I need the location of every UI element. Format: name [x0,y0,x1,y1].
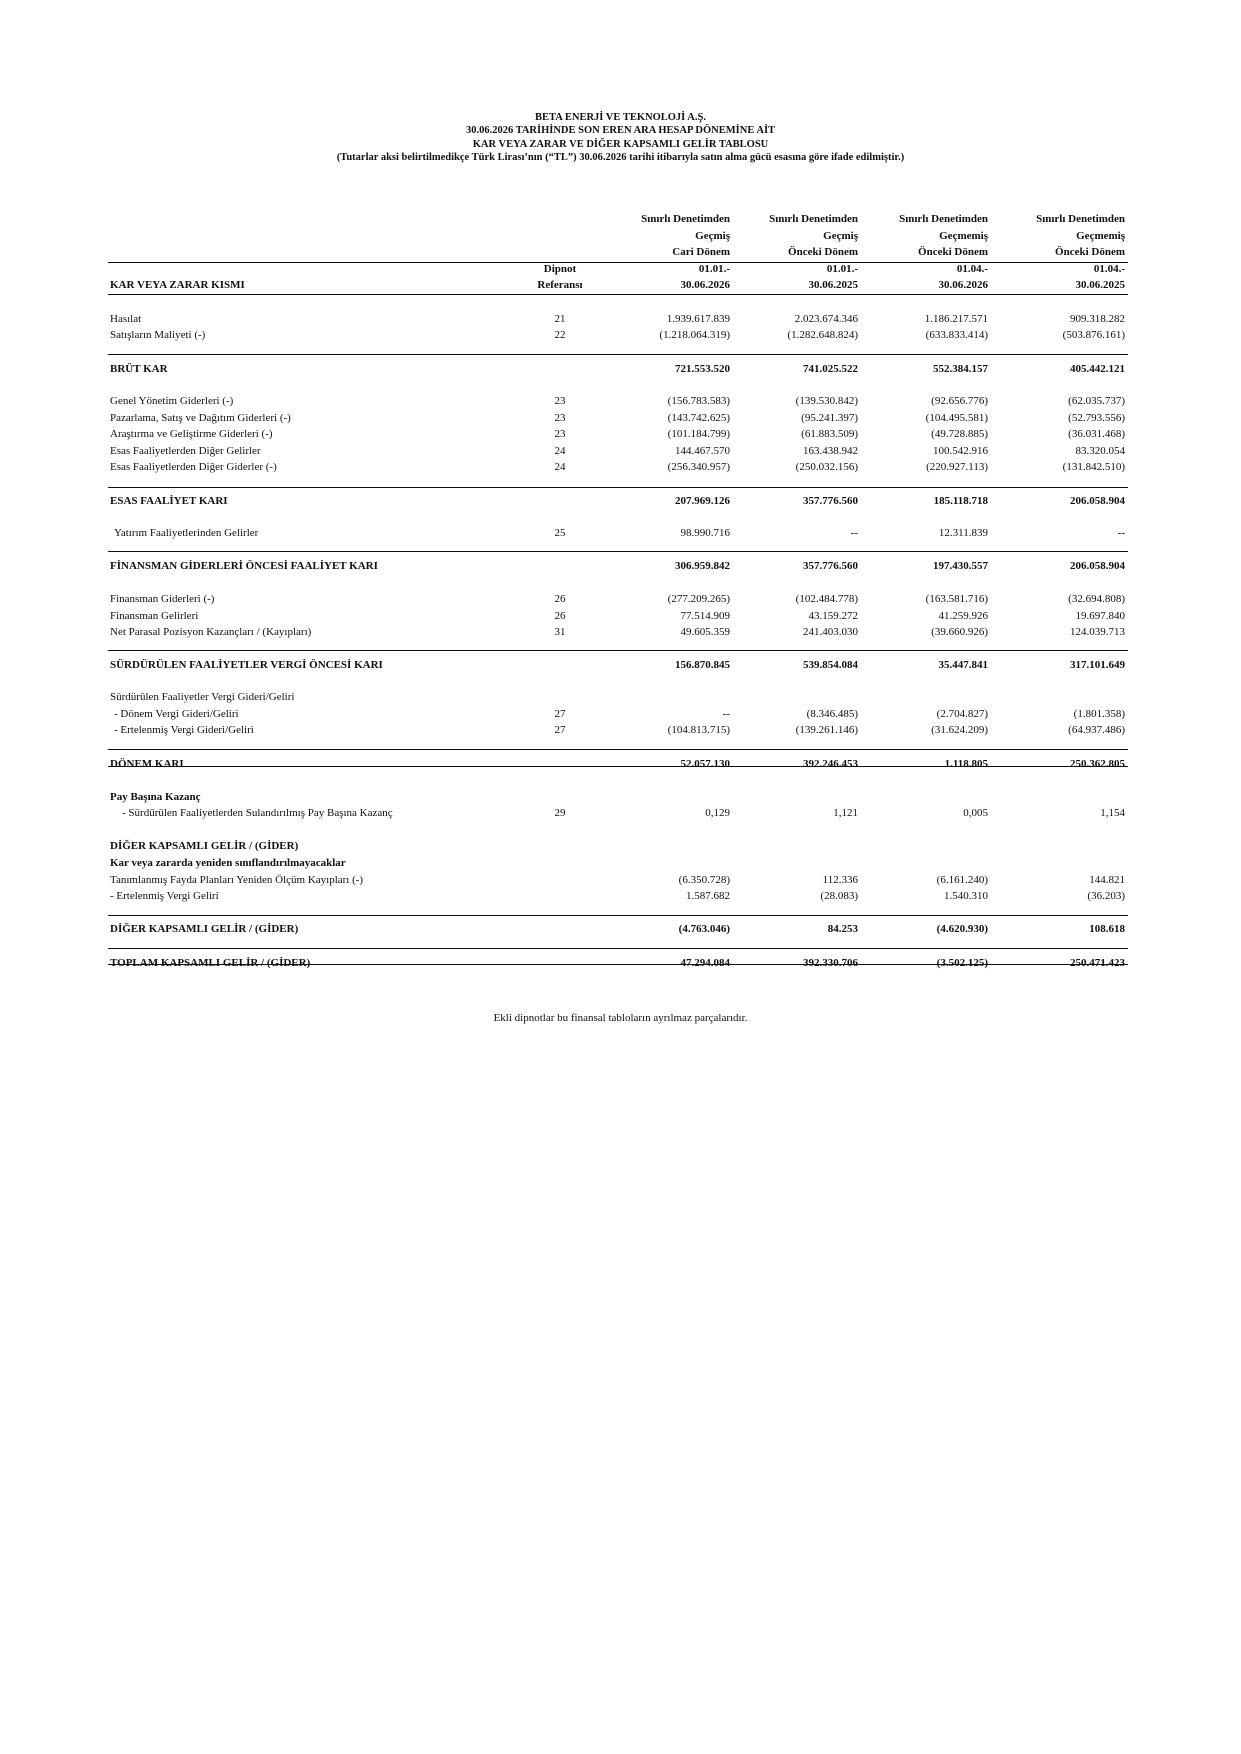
row-value: 0,005 [963,807,988,819]
col3-end: 30.06.2026 [938,279,988,291]
report-title-block [0,111,1241,165]
col2-end: 30.06.2025 [808,279,858,291]
row-value: (64.937.486) [1068,724,1125,736]
row-label: - Sürdürülen Faaliyetlerden Sulandırılmış Pay Başına Kazanç [122,807,393,819]
col2-start: 01.01.- [826,262,858,275]
row-label: DÖNEM KARI [110,758,184,770]
row-value: (220.927.113) [926,461,988,473]
row-label: ESAS FAALİYET KARI [110,495,228,507]
row-value: (36.203) [1087,890,1125,902]
table-row [0,608,1241,624]
row-value: (1.282.648.824) [787,329,858,341]
row-value: 163.438.942 [803,445,858,457]
row-value: 77.514.909 [680,610,730,622]
row-value: 1.939.617.839 [666,313,730,325]
table-row [0,361,1241,377]
row-label: Genel Yönetim Giderleri (-) [110,395,234,407]
row-label: - Dönem Vergi Gideri/Geliri [114,708,239,720]
row-value: (131.842.510) [1062,461,1125,473]
row-value: (6.161.240) [936,874,988,886]
col3-audit: Sınırlı Denetimden [899,213,988,225]
row-value: 306.959.842 [675,560,730,572]
row-value: 206.058.904 [1070,560,1125,572]
row-value: 392.246.453 [803,758,858,770]
row-label: Finansman Gelirleri [110,610,199,622]
table-row [0,410,1241,426]
row-label: Sürdürülen Faaliyetler Vergi Gideri/Geliri [110,691,295,703]
row-label: TOPLAM KAPSAMLI GELİR / (GİDER) [110,957,311,969]
row-value: 144.467.570 [675,445,730,457]
total-underline [108,964,1128,965]
row-value: 241.403.030 [803,626,858,638]
row-value: (61.883.509) [801,428,858,440]
row-value: (250.032.156) [795,461,858,473]
row-value: 47.294.084 [680,957,730,969]
row-value: 185.118.718 [933,495,988,507]
row-note-ref: 23 [554,428,566,440]
row-label: Pay Başına Kazanç [110,791,201,803]
row-value: 100.542.916 [933,445,988,457]
table-row [0,756,1241,772]
table-row [0,689,1241,705]
row-value: (3.502.125) [936,957,988,969]
row-value: 357.776.560 [803,495,858,507]
row-value: (503.876.161) [1062,329,1125,341]
total-rule [108,749,1128,750]
table-row [0,493,1241,509]
col2-period: Önceki Dönem [788,246,858,258]
row-label: Net Parasal Pozisyon Kazançları / (Kayıpları) [110,626,312,638]
row-value: (31.624.209) [931,724,988,736]
total-rule [108,551,1128,552]
total-rule [108,650,1128,651]
row-value: (143.742.625) [667,412,730,424]
row-label: Tanımlanmış Fayda Planları Yeniden Ölçüm Kayıpları (-) [110,874,364,886]
table-row [0,459,1241,475]
row-note-ref: 26 [554,593,566,605]
row-value: 19.697.840 [1075,610,1125,622]
table-row [0,591,1241,607]
col4-start: 01.04.- [1093,262,1125,275]
row-value: (102.484.778) [795,593,858,605]
row-value: (2.704.827) [936,708,988,720]
row-value: 12.311.839 [938,527,988,539]
total-rule [108,915,1128,916]
row-label: SÜRDÜRÜLEN FAALİYETLER VERGİ ÖNCESİ KARI [110,659,383,671]
company-name: BETA ENERJİ VE TEKNOLOJİ A.Ş. [535,112,706,123]
row-value: 112.336 [822,874,858,886]
row-label: DİĞER KAPSAMLI GELİR / (GİDER) [110,840,299,852]
row-value: 1,121 [833,807,858,819]
row-value: (101.184.799) [667,428,730,440]
table-row [0,443,1241,459]
table-row [0,855,1241,871]
row-note-ref: 31 [554,626,566,638]
row-value: 207.969.126 [675,495,730,507]
col1-end: 30.06.2026 [680,279,730,291]
row-value: (62.035.737) [1068,395,1125,407]
row-note-ref: 22 [554,329,566,341]
row-value: 405.442.121 [1070,363,1125,375]
section-label: KAR VEYA ZARAR KISMI [110,279,245,291]
header-bottom-rule [108,294,1128,295]
row-value: (95.241.397) [801,412,858,424]
table-row [0,722,1241,738]
row-value: (32.694.808) [1068,593,1125,605]
row-value: 83.320.054 [1075,445,1125,457]
table-row [0,311,1241,327]
row-note-ref: 26 [554,610,566,622]
row-label: - Ertelenmiş Vergi Gideri/Geliri [114,724,254,736]
table-row [0,789,1241,805]
currency-note: (Tutarlar aksi belirtilmedikçe Türk Lirası’nın (“TL”) 30.06.2026 tarihi itibarıyla satın alma gücü esasına göre ifade edilmiştir.) [336,152,905,164]
row-value: (4.620.930) [936,923,988,935]
row-value: (156.783.583) [667,395,730,407]
row-note-ref: 27 [554,724,566,736]
row-value: (1.801.358) [1073,708,1125,720]
table-row [0,872,1241,888]
total-rule [108,354,1128,355]
period-title: 30.06.2026 TARİHİNDE SON EREN ARA HESAP DÖNEMİNE AİT [465,125,776,137]
row-note-ref: 21 [554,313,566,325]
total-underline [108,766,1128,767]
row-value: (139.261.146) [795,724,858,736]
row-value: (633.833.414) [925,329,988,341]
col1-period: Cari Dönem [672,246,730,258]
row-value: 1.540.310 [944,890,988,902]
row-value: 41.259.926 [938,610,988,622]
row-value: 1.587.682 [686,890,730,902]
table-row [0,657,1241,673]
row-value: 909.318.282 [1070,313,1125,325]
row-value: 741.025.522 [803,363,858,375]
table-row [0,955,1241,971]
row-note-ref: 25 [554,527,566,539]
col3-period: Önceki Dönem [918,246,988,258]
row-value: 392.330.706 [803,957,858,969]
row-value: (1.218.064.319) [659,329,730,341]
row-value: 144.821 [1089,874,1125,886]
row-label: Hasılat [110,313,142,325]
table-row [0,921,1241,937]
row-label: Satışların Maliyeti (-) [110,329,206,341]
table-row [0,525,1241,541]
col2-audit: Sınırlı Denetimden [769,213,858,225]
col4-period: Önceki Dönem [1055,246,1125,258]
table-row [0,426,1241,442]
row-value: 552.384.157 [933,363,988,375]
row-value: 1,154 [1100,807,1125,819]
row-label: Esas Faaliyetlerden Diğer Gelirler [110,445,261,457]
row-value: 197.430.557 [933,560,988,572]
col3-status: Geçmemiş [939,229,988,242]
col1-status: Geçmiş [695,229,730,242]
row-value: -- [850,527,858,539]
row-value: (49.728.885) [931,428,988,440]
row-value: (277.209.265) [667,593,730,605]
ref-header-line2: Referansı [537,279,583,291]
row-value: (39.660.926) [931,626,988,638]
row-value: 721.553.520 [675,363,730,375]
row-value: 1.186.217.571 [924,313,988,325]
row-value: 357.776.560 [803,560,858,572]
row-value: 1.118.805 [944,758,988,770]
row-value: 49.605.359 [680,626,730,638]
row-value: 108.618 [1089,923,1125,935]
row-value: 206.058.904 [1070,495,1125,507]
row-label: Finansman Giderleri (-) [110,593,215,605]
table-row [0,805,1241,821]
row-label: - Ertelenmiş Vergi Geliri [110,890,219,902]
row-value: 98.990.716 [680,527,730,539]
row-note-ref: 23 [554,412,566,424]
col4-audit: Sınırlı Denetimden [1036,213,1125,225]
row-value: 156.870.845 [675,659,730,671]
row-note-ref: 23 [554,395,566,407]
row-value: 52.057.130 [680,758,730,770]
table-row [0,624,1241,640]
row-label: Esas Faaliyetlerden Diğer Giderler (-) [110,461,277,473]
col1-audit: Sınırlı Denetimden [641,213,730,225]
row-note-ref: 24 [554,445,566,457]
row-value: 0,129 [705,807,730,819]
row-value: 43.159.272 [808,610,858,622]
row-value: (4.763.046) [678,923,730,935]
row-value: (163.581.716) [925,593,988,605]
row-label: DİĞER KAPSAMLI GELİR / (GİDER) [110,923,299,935]
row-value: (92.656.776) [931,395,988,407]
statement-title: KAR VEYA ZARAR VE DİĞER KAPSAMLI GELİR TABLOSU [472,138,769,150]
row-value: (6.350.728) [678,874,730,886]
row-value: (104.813.715) [667,724,730,736]
row-note-ref: 24 [554,461,566,473]
row-value: 317.101.649 [1070,659,1125,671]
col4-end: 30.06.2025 [1075,279,1125,291]
row-label: FİNANSMAN GİDERLERİ ÖNCESİ FAALİYET KARI [110,560,378,572]
row-value: 250.471.423 [1070,957,1125,969]
row-value: (52.793.556) [1068,412,1125,424]
col3-start: 01.04.- [956,262,988,275]
table-row [0,327,1241,343]
row-value: 35.447.841 [938,659,988,671]
row-value: 2.023.674.346 [794,313,858,325]
table-row [0,558,1241,574]
ref-header-line1: Dipnot [543,262,577,275]
row-value: (256.340.957) [667,461,730,473]
row-label: Yatırım Faaliyetlerinden Gelirler [114,527,259,539]
row-label: Araştırma ve Geliştirme Giderleri (-) [110,428,273,440]
footnote: Ekli dipnotlar bu finansal tabloların ayrılmaz parçalarıdır. [493,1012,748,1024]
row-value: (8.346.485) [806,708,858,720]
row-label: Kar veya zararda yeniden sınıflandırılmayacaklar [110,857,346,869]
col1-start: 01.01.- [698,262,730,275]
total-rule [108,487,1128,488]
row-value: (28.083) [820,890,858,902]
table-row [0,888,1241,904]
col4-status: Geçmemiş [1076,229,1125,242]
row-label: Pazarlama, Satış ve Dağıtım Giderleri (-) [110,412,291,424]
row-value: 539.854.084 [803,659,858,671]
row-value: 124.039.713 [1070,626,1125,638]
row-value: (104.495.581) [925,412,988,424]
row-note-ref: 27 [554,708,566,720]
table-row [0,706,1241,722]
table-row [0,838,1241,854]
table-row [0,393,1241,409]
row-value: (139.530.842) [795,395,858,407]
header-top-rule [108,262,1128,263]
row-value: (36.031.468) [1068,428,1125,440]
total-rule [108,948,1128,949]
column-headers [0,211,1241,291]
row-note-ref: 29 [554,807,566,819]
col2-status: Geçmiş [823,229,858,242]
row-value: -- [722,708,730,720]
row-value: 84.253 [827,923,858,935]
row-value: 250.362.805 [1070,758,1125,770]
row-label: BRÜT KAR [110,363,168,375]
row-value: -- [1117,527,1125,539]
